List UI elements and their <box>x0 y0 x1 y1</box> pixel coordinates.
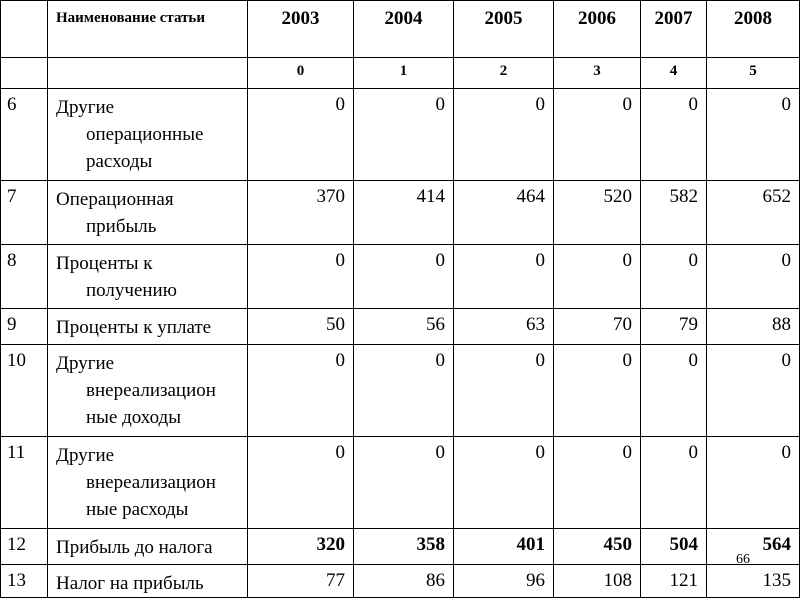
value-cell: 56 <box>354 309 454 345</box>
value-cell: 0 <box>454 245 554 309</box>
table-row <box>1 89 800 181</box>
table-row <box>1 181 800 245</box>
index-cell: 5 <box>707 58 800 89</box>
row-label-line: внереализацион <box>86 380 216 401</box>
value-cell: 401 <box>454 529 554 565</box>
value-cell: 50 <box>248 309 354 345</box>
value-cell: 0 <box>248 245 354 309</box>
table-row <box>1 345 800 437</box>
value-cell: 0 <box>554 245 641 309</box>
row-label <box>48 345 248 437</box>
value-cell: 96 <box>454 565 554 598</box>
header-year-2006: 2006 <box>554 1 641 58</box>
value-cell: 0 <box>554 345 641 437</box>
header-year-2008: 2008 <box>707 1 800 58</box>
value-cell: 370 <box>248 181 354 245</box>
value-cell: 582 <box>641 181 707 245</box>
value-cell: 77 <box>248 565 354 598</box>
header-number-cell <box>1 1 48 58</box>
row-number: 7 <box>1 181 48 245</box>
row-label-line: Другие <box>56 97 115 118</box>
row-number: 13 <box>1 565 48 598</box>
row-label <box>48 437 248 529</box>
value-cell: 86 <box>354 565 454 598</box>
value-cell: 0 <box>454 89 554 181</box>
value-cell: 0 <box>248 345 354 437</box>
header-item-name: Наименование статьи <box>48 1 248 58</box>
index-cell: 1 <box>354 58 454 89</box>
value-cell: 358 <box>354 529 454 565</box>
row-label-line: получению <box>86 280 177 301</box>
value-cell: 0 <box>354 437 454 529</box>
value-cell: 320 <box>248 529 354 565</box>
header-year-2004: 2004 <box>354 1 454 58</box>
header-row <box>1 1 800 58</box>
value-cell: 520 <box>554 181 641 245</box>
index-cell <box>48 58 248 89</box>
value-cell: 652 <box>707 181 800 245</box>
row-number: 11 <box>1 437 48 529</box>
value-cell: 70 <box>554 309 641 345</box>
value-cell: 504 <box>641 529 707 565</box>
value-cell: 0 <box>641 89 707 181</box>
row-label-line: Налог на прибыль <box>56 573 204 594</box>
row-label <box>48 529 248 565</box>
value-cell: 414 <box>354 181 454 245</box>
row-number: 10 <box>1 345 48 437</box>
row-label-line: Прибыль до налога <box>56 537 213 558</box>
value-cell: 0 <box>354 89 454 181</box>
value-cell: 0 <box>554 437 641 529</box>
header-year-2003: 2003 <box>248 1 354 58</box>
value-cell: 464 <box>454 181 554 245</box>
value-cell: 0 <box>641 345 707 437</box>
row-number: 9 <box>1 309 48 345</box>
index-row <box>1 58 800 89</box>
row-number: 12 <box>1 529 48 565</box>
value-cell: 0 <box>707 245 800 309</box>
row-label-line: операционные <box>86 124 204 145</box>
index-cell: 0 <box>248 58 354 89</box>
value-cell: 0 <box>248 89 354 181</box>
row-label-line: Другие <box>56 353 115 374</box>
table-row <box>1 309 800 345</box>
row-number: 8 <box>1 245 48 309</box>
value-cell: 0 <box>354 345 454 437</box>
row-label-line: внереализацион <box>86 472 216 493</box>
row-label-line: ные расходы <box>86 499 189 520</box>
value-cell: 79 <box>641 309 707 345</box>
index-cell: 3 <box>554 58 641 89</box>
index-cell: 4 <box>641 58 707 89</box>
header-year-2005: 2005 <box>454 1 554 58</box>
value-cell: 108 <box>554 565 641 598</box>
value-cell: 0 <box>248 437 354 529</box>
value-cell: 63 <box>454 309 554 345</box>
row-label-line: Проценты к уплате <box>56 317 212 338</box>
value-cell: 0 <box>641 437 707 529</box>
table-row <box>1 437 800 529</box>
value-cell: 0 <box>554 89 641 181</box>
value-cell: 121 <box>641 565 707 598</box>
value-cell: 0 <box>707 437 800 529</box>
value-cell: 0 <box>641 245 707 309</box>
row-label <box>48 565 248 598</box>
row-label-line: Другие <box>56 445 115 466</box>
row-label-line: прибыль <box>86 216 157 237</box>
table-row <box>1 565 800 598</box>
value-cell: 0 <box>707 89 800 181</box>
row-label-line: Проценты к <box>56 253 153 274</box>
page-number: 66 <box>736 552 750 567</box>
row-label <box>48 309 248 345</box>
index-cell <box>1 58 48 89</box>
value-cell: 0 <box>454 345 554 437</box>
value-cell: 0 <box>707 345 800 437</box>
value-cell: 450 <box>554 529 641 565</box>
row-label-line: ные доходы <box>86 407 181 428</box>
value-cell: 88 <box>707 309 800 345</box>
table-row <box>1 245 800 309</box>
table-row <box>1 529 800 565</box>
value-cell: 135 <box>707 565 800 598</box>
row-label <box>48 89 248 181</box>
value-cell: 0 <box>454 437 554 529</box>
header-year-2007: 2007 <box>641 1 707 58</box>
row-label-line: Операционная <box>56 189 174 210</box>
table-body <box>1 89 800 598</box>
value-cell: 564 <box>707 529 800 565</box>
row-label-line: расходы <box>86 151 153 172</box>
row-label <box>48 245 248 309</box>
index-cell: 2 <box>454 58 554 89</box>
value-cell: 0 <box>354 245 454 309</box>
row-number: 6 <box>1 89 48 181</box>
row-label <box>48 181 248 245</box>
